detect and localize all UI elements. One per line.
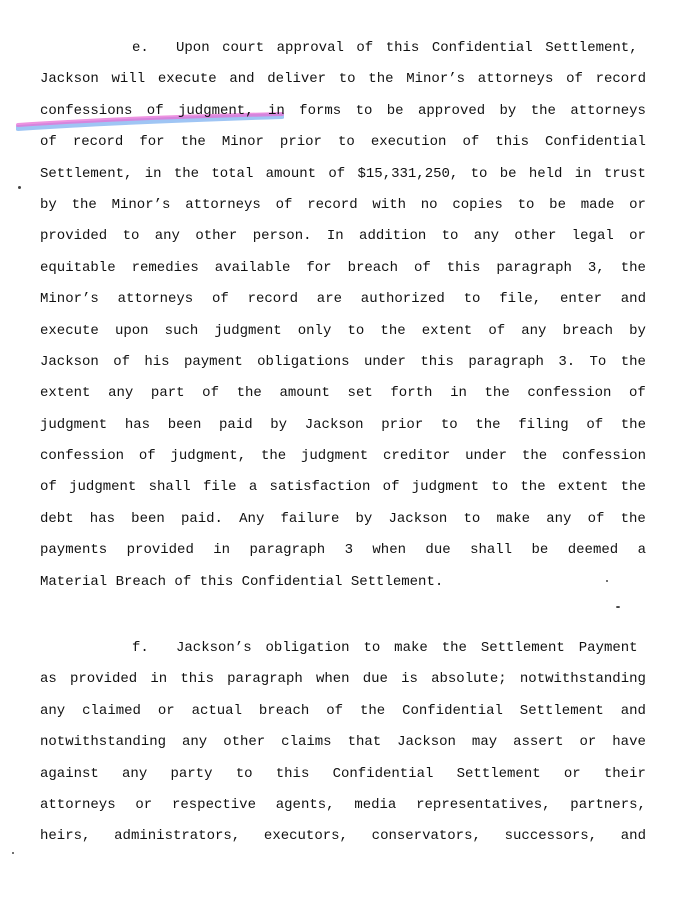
paragraph-f: [40, 633, 646, 853]
document-line: [40, 33, 646, 64]
document-line: by the Minor’s attorneys of record with no copies to be made or: [40, 196, 646, 213]
document-line: judgment has been paid by Jackson prior to the filing of the: [40, 416, 646, 433]
paragraph-e: [40, 33, 646, 598]
scan-speck: [18, 186, 21, 189]
paragraph-label: e.: [132, 40, 149, 56]
scan-speck: [606, 580, 608, 582]
document-line: any claimed or actual breach of the Confidential Settlement and: [40, 702, 646, 719]
document-line: against any party to this Confidential Settlement or their: [40, 765, 646, 782]
document-line: Settlement, in the total amount of $15,331,250, to be held in trust: [40, 165, 646, 182]
line-text-group: Jackson’s obligation to make the Settlement Payment: [176, 640, 638, 656]
document-line: heirs, administrators, executors, conservators, successors, and: [40, 828, 646, 845]
document-line: of record for the Minor prior to execution of this Confidential: [40, 134, 646, 151]
scan-speck: [12, 852, 14, 854]
document-line: Jackson of his payment obligations under this paragraph 3. To the: [40, 353, 646, 370]
line-text-group: Upon court approval of this Confidential Settlement,: [176, 40, 638, 56]
document-line: attorneys or respective agents, media representatives, partners,: [40, 796, 646, 813]
document-line: of judgment shall file a satisfaction of judgment to the extent the: [40, 479, 646, 496]
document-line: equitable remedies available for breach of this paragraph 3, the: [40, 259, 646, 276]
document-line: Minor’s attorneys of record are authorized to file, enter and: [40, 291, 646, 308]
document-line: execute upon such judgment only to the extent of any breach by: [40, 322, 646, 339]
document-line: debt has been paid. Any failure by Jackson to make any of the: [40, 510, 646, 527]
scan-speck: [616, 606, 620, 608]
document-line: as provided in this paragraph when due is absolute; notwithstanding: [40, 671, 646, 688]
document-line: provided to any other person. In addition to any other legal or: [40, 228, 646, 245]
document-line: extent any part of the amount set forth in the confession of: [40, 385, 646, 402]
document-line: confession of judgment, the judgment creditor under the confession: [40, 448, 646, 465]
document-line: notwithstanding any other claims that Jackson may assert or have: [40, 734, 646, 751]
document-line: confessions of judgment, in forms to be approved by the attorneys: [40, 102, 646, 119]
document-line: Material Breach of this Confidential Settlement.: [40, 573, 444, 590]
paragraph-label: f.: [132, 640, 149, 656]
document-line: payments provided in paragraph 3 when due shall be deemed a: [40, 542, 646, 559]
document-line: [40, 633, 646, 664]
document-line: Jackson will execute and deliver to the Minor’s attorneys of record: [40, 71, 646, 88]
